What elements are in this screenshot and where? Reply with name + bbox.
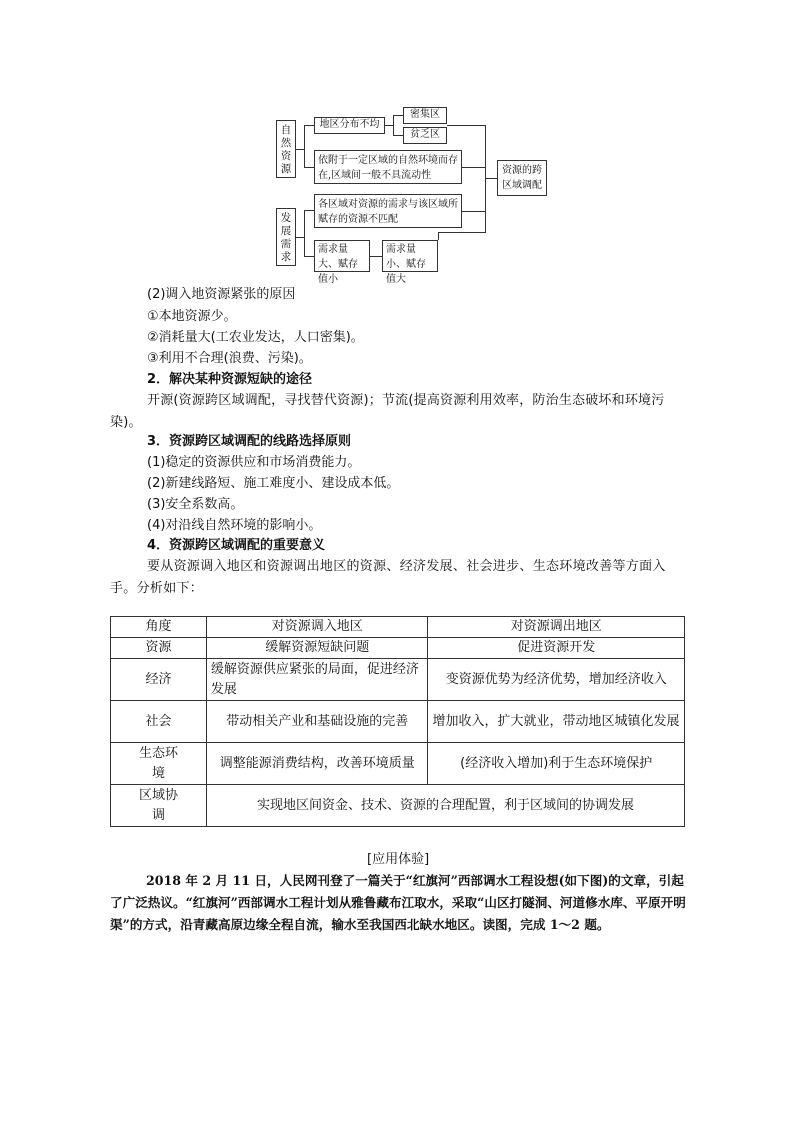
section-2-title: 2．解决某种资源短缺的途径 <box>147 372 313 387</box>
row-angle: 生态环境 <box>111 743 207 785</box>
row-export: 增加收入，扩大就业，带动地区城镇化发展 <box>428 701 685 743</box>
dense-area-label: 密集区 <box>410 109 440 120</box>
demand-mismatch-box <box>314 194 462 228</box>
section-4-title: 4．资源跨区域调配的重要意义 <box>147 538 326 553</box>
row-import: 缓解资源供应紧张的局面，促进经济发展 <box>206 659 428 701</box>
row-import: 调整能源消费结构，改善环境质量 <box>206 743 428 785</box>
reason-3: ③利用不合理(浪费、污染)。 <box>147 351 312 366</box>
table-header-row <box>111 617 685 638</box>
natural-resources-box <box>276 120 296 178</box>
row-angle: 资源 <box>111 638 207 659</box>
apply-title: [应用体验] <box>367 852 430 867</box>
row-angle: 区域协调 <box>111 785 207 827</box>
section-3-item-4: (4)对沿线自然环境的影响小。 <box>147 518 322 533</box>
table-row <box>111 638 685 659</box>
uneven-distribution-label: 地区分布不均 <box>319 119 380 130</box>
high-demand-box <box>314 240 370 285</box>
low-demand-box <box>382 240 438 285</box>
table-row <box>111 659 685 701</box>
row-angle: 经济 <box>111 659 207 701</box>
env-dependency-box <box>314 150 462 184</box>
poor-area-box <box>403 127 447 144</box>
section-2-body: 开源(资源跨区域调配，寻找替代资源)；节流(提高资源利用效率，防治生态破坏和环境污染)。 <box>110 393 665 430</box>
row-import: 缓解资源短缺问题 <box>206 638 428 659</box>
row-import: 带动相关产业和基础设施的完善 <box>206 701 428 743</box>
transfer-label: 资源的跨区域调配 <box>502 165 542 191</box>
row-merged: 实现地区间资金、技术、资源的合理配置，利于区域间的协调发展 <box>206 785 684 827</box>
section-3-item-2: (2)新建线路短、施工难度小、建设成本低。 <box>147 476 400 491</box>
table-row <box>111 701 685 743</box>
section-4-body: 要从资源调入地区和资源调出地区的资源、经济发展、社会进步、生态环境改善等方面入手。分析如下： <box>110 559 666 596</box>
reason-2: ②消耗量大(工农业发达，人口密集)。 <box>147 330 364 345</box>
dense-area-box <box>403 107 447 124</box>
env-dependency-label: 依附于一定区域的自然环境而存在,区域间一般不具流动性 <box>318 155 458 181</box>
reasons-title: (2)调入地资源紧张的原因 <box>147 287 296 302</box>
natural-resources-label: 自然资源 <box>280 124 292 175</box>
row-angle: 社会 <box>111 701 207 743</box>
poor-area-label: 贫乏区 <box>410 129 440 140</box>
section-3-item-3: (3)安全系数高。 <box>147 497 244 512</box>
header-import: 对资源调入地区 <box>206 617 428 638</box>
header-angle: 角度 <box>111 617 207 638</box>
transfer-box <box>497 160 547 196</box>
row-export: (经济收入增加)利于生态环境保护 <box>428 743 685 785</box>
section-3-title: 3．资源跨区域调配的线路选择原则 <box>147 434 352 449</box>
apply-body: 2018 年 2 月 11 日，人民网刊登了一篇关于“红旗河”西部调水工程设想(如下图)的文章，引起了广泛热议。“红旗河”西部调水工程计划从雅鲁藏布江取水，采取“山区打隧洞、河道修水库、平原开明渠”的方式，沿青藏高原边缘全程自流，输水至我国西北缺水地区。读图，完成 1～2 题。 <box>110 873 686 932</box>
uneven-distribution-box <box>314 117 385 134</box>
development-demand-box <box>276 208 296 266</box>
demand-mismatch-label: 各区域对资源的需求与该区域所赋存的资源不匹配 <box>318 199 458 225</box>
header-export: 对资源调出地区 <box>428 617 685 638</box>
high-demand-label: 需求量大、赋存值小 <box>318 244 358 285</box>
low-demand-label: 需求量小、赋存值大 <box>386 244 426 285</box>
significance-table <box>110 616 685 827</box>
development-demand-label: 发展需求 <box>280 212 292 263</box>
table-row <box>111 785 685 827</box>
table-row <box>111 743 685 785</box>
section-3-item-1: (1)稳定的资源供应和市场消费能力。 <box>147 455 361 470</box>
row-export: 变资源优势为经济优势，增加经济收入 <box>428 659 685 701</box>
reason-1: ①本地资源少。 <box>147 309 237 324</box>
row-export: 促进资源开发 <box>428 638 685 659</box>
